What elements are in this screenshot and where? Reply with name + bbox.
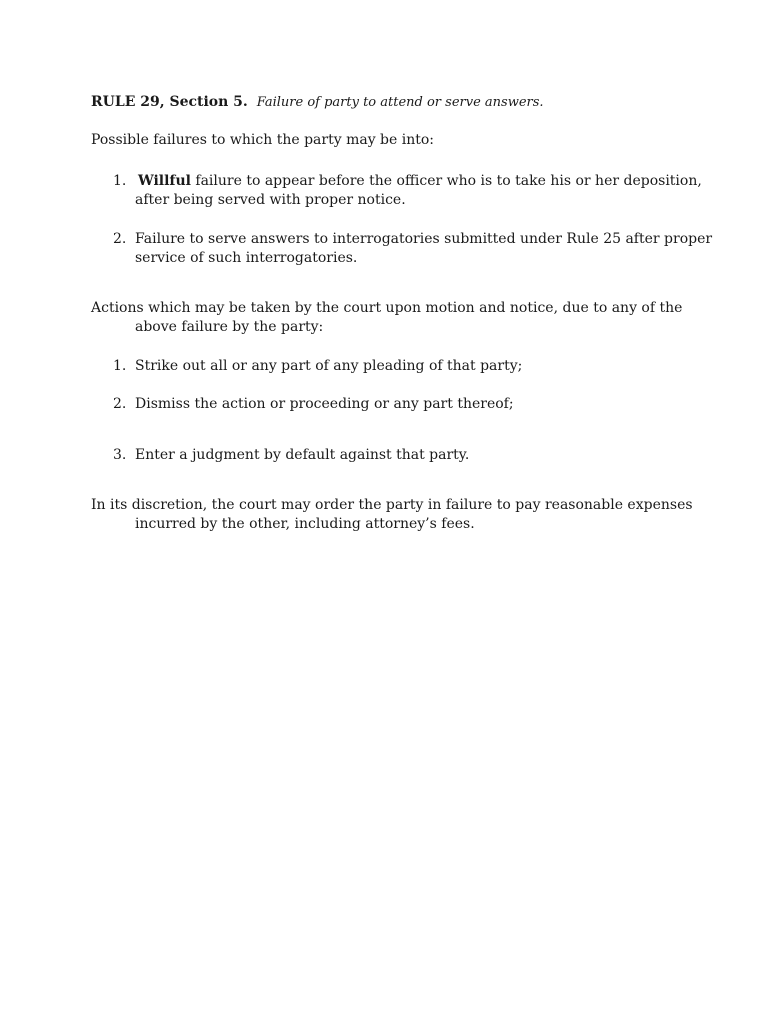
actions-line2: above failure by the party:	[135, 319, 324, 335]
actions-line1: Actions which may be taken by the court upon motion and notice, due to any of the	[91, 300, 683, 316]
failure-1-line2: after being served with proper notice.	[135, 192, 406, 208]
failure-1-number: 1.	[113, 173, 127, 189]
intro-text: Possible failures to which the party may be into:	[91, 132, 435, 148]
section-heading	[91, 93, 544, 112]
failure-1-bold-lead: Willful	[138, 173, 191, 189]
failure-1-line1-rest: failure to appear before the officer who is to take his or her deposition,	[190, 173, 702, 189]
action-2-number: 2.	[113, 396, 127, 412]
action-2-text: Dismiss the action or proceeding or any part thereof;	[135, 396, 514, 412]
discretion-line2: incurred by the other, including attorney’s fees.	[135, 516, 475, 532]
failure-1-line1	[138, 172, 702, 191]
action-1-number: 1.	[113, 358, 127, 374]
failure-2-line1: Failure to serve answers to interrogatories submitted under Rule 25 after proper	[135, 231, 713, 247]
failure-2-number: 2.	[113, 231, 127, 247]
section-title: Failure of party to attend or serve answers.	[256, 95, 544, 110]
discretion-line1: In its discretion, the court may order the party in failure to pay reasonable expenses	[91, 497, 693, 513]
action-3-text: Enter a judgment by default against that party.	[135, 447, 470, 463]
rule-reference: RULE 29, Section 5.	[91, 94, 248, 110]
action-3-number: 3.	[113, 447, 127, 463]
failure-2-line2: service of such interrogatories.	[135, 250, 358, 266]
action-1-text: Strike out all or any part of any pleading of that party;	[135, 358, 523, 374]
